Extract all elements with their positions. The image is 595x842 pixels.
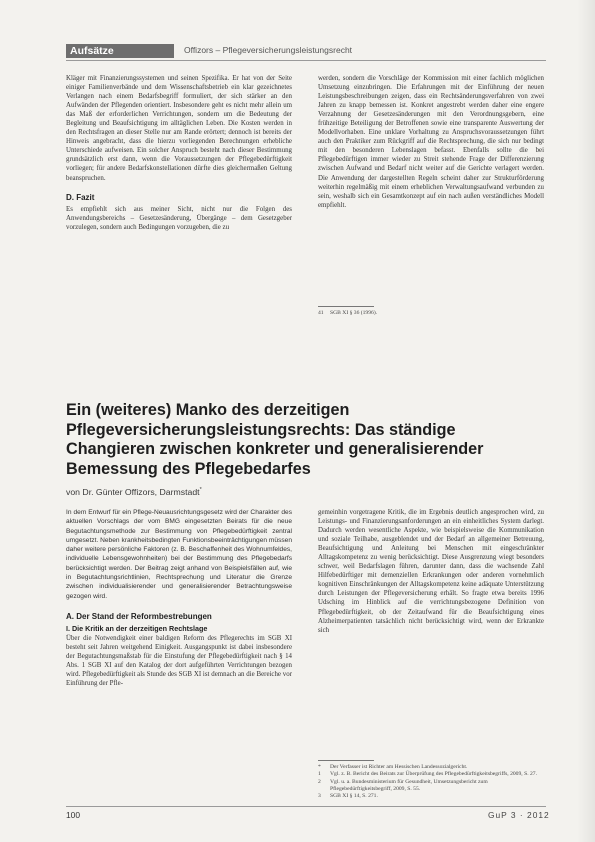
footnote-text: Der Verfasser ist Richter am Hessischen Landessozialgericht. (330, 764, 468, 770)
page-number: 100 (66, 810, 80, 820)
section-i-heading: I. Die Kritik an der derzeitigen Rechtslage (66, 624, 208, 634)
author-footnote-mark: * (199, 487, 202, 494)
footnote-number: 1 (318, 771, 321, 778)
running-header (66, 44, 546, 61)
footer-rule (66, 806, 546, 807)
scan-edge-shadow (577, 0, 595, 842)
body-paragraph: Über die Notwendigkeit einer baldigen Reform des Pflegerechts im SGB XI besteht seit Jahren weitgehend Einigkeit. Ausgangspunkt ist dabei insbesondere der Begutachtungsmaßstab für die Einstufung der Pflegebedürftigkeit nach § 14 Abs. 1 SGB XI auf den Katalog der dort aufgeführten Verrichtungen bezogen wird. Pflegebedürftigkeit als Stunde des SGB XI ist demnach an die Bereiche vor Einführung der Pfle- (66, 635, 292, 688)
fazit-paragraph: Es empfiehlt sich aus meiner Sicht, nicht nur die Folgen des Anwendungsbereichs – Gesetzesänderung, Übergänge – dem Gesetzgeber vorzulegen, sondern auch Bedingungen vorzugeben, die zu (66, 205, 292, 231)
journal-issue: GuP 3 · 2012 (488, 810, 550, 820)
footnote-number: 41 (318, 310, 324, 316)
article-title: Ein (weiteres) Manko des derzeitigen Pflegeversicherungsleistungsrechts: Das ständige Changieren zwischen konkreter und generalisierender Bemessung des Pflegebedarfes (66, 401, 484, 478)
footnote (318, 793, 544, 800)
abstract: In dem Entwurf für ein Pflege-Neuausrichtungsgesetz wird der Charakter des aktuellen Vorschlags der vom BMG eingesetzten Beirats für die neue Begutachtungsmethode zur Bestimmung von Pflegebedürftigkeit zentral umgesetzt. Neben krankheitsbedingten Funktionsbeeinträchtigungen müssen daher weitere persönliche Faktoren (z. B. Beschaffenheit des Wohnumfeldes, individuelle Lebensgewohnheiten) bei der Bestimmung des Pflegebedarfs berücksichtigt werden. Der Beitrag zeigt anhand von Beispielsfällen auf, wie in Begutachtungsrichtlinien, Rechtsprechung und Literatur die Grenze zwischen individualisierender und generalisierender Betrachtungsweise gezogen wird. (66, 509, 292, 600)
top-right-column (318, 74, 544, 210)
fazit-heading: D. Fazit (66, 192, 95, 202)
body-paragraph: werden, sondern die Vorschläge der Kommission mit einer fachlich möglichen Umsetzung einzubringen. Die Erfahrungen mit der Einführung der neuen Leistungsbeschreibungen zeigen, dass ein Rechtsänderungsverfahren von zwei Jahren zu knapp bemessen ist. Konkret angestrebt werden daher eine engere Verzahnung der Gesetzesänderungen mit den Verordnungsgebern, eine frühzeitige Beteiligung der Betroffenen sowie eine transparente Auswertung der Modellvorhaben. Eine unklare Vorhaltung zu Anspruchsvoraussetzungen führt auch den Praktiker zum Rückgriff auf die Rechtsprechung, die sich nur bedingt mit den besonderen Lebenslagen befasst. Ebenfalls sollte die bei Pflegebedürftigen immer wieder zu Streit stehende Frage der Differenzierung zwischen Aufwand und Bedarf nicht weiter auf die Gerichte verlagert werden. Die Anwendung der dargestellten Regeln scheint daher zur Strukturförderung weiterhin regelmäßig mit einem erheblichen Verwaltungsaufwand verbunden zu sein, weshalb sich ein Gesamtkonzept auf ein nach außen verständliches Modell empfiehlt. (318, 75, 544, 209)
footnote (318, 779, 544, 794)
bottom-right-column (318, 508, 544, 635)
body-paragraph: Kläger mit Finanzierungssystemen und seinen Spezifika. Er hat von der Seite einiger Familienverbände und dem Wissenschaftsbetrieb ein klar gezeichnetes Verlangen nach einem Bedarfsbegriff formuliert, der sich stärker an den Aufwänden der Pflegenden orientiert. Insbesondere geht es nicht mehr allein um das Maß der erforderlichen Verrichtungen, sondern um die Bedeutung der Begleitung und Beaufsichtigung im alltäglichen Leben. Die Kosten werden in den Rechtsfragen an dieser Stelle nur am Rande erörtert; dennoch ist bereits der Hinweis angebracht, dass die hierzu vorliegenden Berechnungen erhebliche Unterschiede aufweisen. Ein solcher Anspruch besteht nach dieser Bestimmung grundsätzlich erst dann, wenn die Voraussetzungen der Pflegebedürftigkeit vorliegen; für andere Bedarfskonstellationen dürfte dies gleichermaßen Geltung beanspruchen. (66, 75, 292, 182)
footnote (318, 771, 544, 778)
footnote (318, 310, 544, 317)
footnote-rule (318, 760, 374, 761)
top-left-column (66, 74, 292, 232)
footnote-number: 3 (318, 793, 321, 800)
footnote-text: SGB XI § 14, S. 271. (330, 793, 378, 800)
body-paragraph: gemeinhin vorgetragene Kritik, die im Ergebnis deutlich angesprochen wird, zu Leistungs- und Finanzierungsanforderungen an ein einheitliches System darlegt. Dadurch werden wesentliche Aspekte, wie beispielsweise die Kommunikation und soziale Teilhabe, ausgeblendet und der Bedarf an allgemeiner Betreuung, Beaufsichtigung und Anleitung bei Menschen mit eingeschränkter Alltagskompetenz zu wenig berücksichtigt. Diese Ausgrenzung wiegt besonders schwer, weil Bedarfslagen führen, darunter dann, dass die wachsende Zahl Hilfebedürftiger mit demenziellen Erkrankungen oder anderen vornehmlich kognitiven Einschränkungen der Alltagskompetenz keine adäquate Unterstützung durch Leistungen der Pflegeversicherung erhält. So fragte etwa bereits 1996 Udsching im Hinblick auf die verrichtungsbezogene Definition von Pflegebedürftigkeit, ob der Zeitaufwand für die Beaufsichtigung eines Alzheimerpatienten tatsächlich nicht berücksichtigt wird, wenn der Erkrankte sich (318, 509, 544, 634)
bottom-footnotes (318, 760, 544, 800)
footnote-text: Vgl. u. a. Bundesministerium für Gesundheit, Umsetzungsbericht zum Pflegebedürftigkeitsbegriff, 2009, S. 55. (330, 778, 488, 792)
footnote-text: SGB XI § 36 (1996). (330, 310, 378, 316)
footnote-number: 2 (318, 778, 321, 785)
footnote-rule (318, 306, 374, 307)
running-title: Offizors – Pflegeversicherungsleistungsrecht (184, 45, 353, 55)
footnote-number: * (318, 764, 321, 770)
section-a-heading: A. Der Stand der Reformbestrebungen (66, 611, 212, 621)
article-author (66, 487, 202, 497)
top-footnotes (318, 306, 544, 317)
section-tag: Aufsätze (66, 44, 174, 58)
bottom-left-column (66, 508, 292, 688)
footnote-text: Vgl. z. B. Bericht des Beirats zur Überprüfung des Pflegebedürftigkeitsbegriffs, 2009, S. 27. (330, 771, 537, 778)
author-name: von Dr. Günter Offizors, Darmstadt (66, 487, 200, 497)
